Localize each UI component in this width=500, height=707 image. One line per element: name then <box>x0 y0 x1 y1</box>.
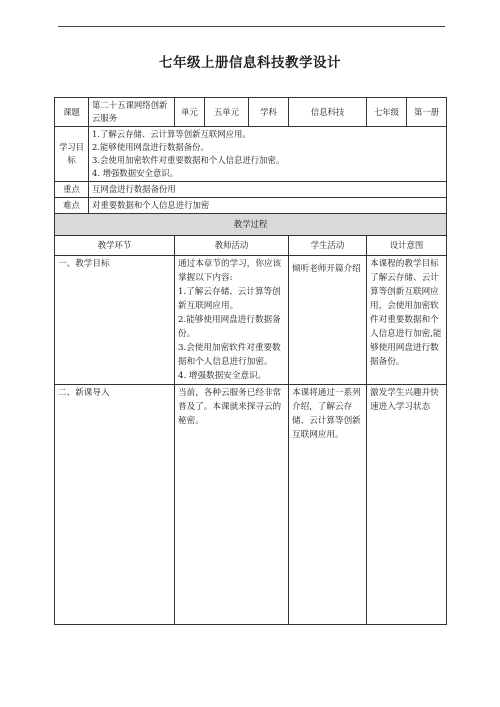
goal-item: 2.能够使用网盘进行数据备份。 <box>92 142 209 152</box>
intent-cell: 本课程的教学目标了解云存储、云计算等创新互联网应用，会使用加密软件对重要数据和个人信息进行加密,能够使用网盘进行数据备份。 <box>367 256 447 385</box>
goals-row <box>55 127 447 182</box>
key-point-label: 重点 <box>55 182 89 198</box>
process-row <box>55 256 447 385</box>
goal-item: 3.会使用加密软件对重要数据和个人信息进行加密。 <box>92 155 285 165</box>
teacher-activity-cell <box>175 385 289 625</box>
key-point-row <box>55 182 447 198</box>
teacher-line: 3.会使用加密软件对重要数据和个人信息进行加密。 <box>178 343 281 367</box>
student-activity-cell: 本课将通过一系列介绍，了解云存储、云计算等创新互联网应用。 <box>289 385 367 625</box>
key-point-value: 互网盘进行数据备份用 <box>89 182 447 198</box>
goals-list <box>89 127 447 182</box>
goal-item: 1.了解云存储、云计算等创新互联网应用。 <box>92 129 251 139</box>
intent-cell: 激发学生兴趣并快速进入学习状态 <box>367 385 447 625</box>
process-banner-row <box>55 214 447 236</box>
topic-label: 课题 <box>55 98 89 127</box>
column-teacher: 教师活动 <box>175 236 289 256</box>
top-rule <box>58 26 445 27</box>
stage-cell: 一、教学目标 <box>55 256 175 385</box>
teacher-line: 2.能够使用网盘进行数据备份。 <box>178 315 281 339</box>
column-student: 学生活动 <box>289 236 367 256</box>
teacher-line: 当前，各种云服务已经非常普及了。本课就来探寻云的秘密。 <box>178 388 282 426</box>
process-banner: 教学过程 <box>55 214 447 236</box>
page-title: 七年级上册信息科技教学设计 <box>159 55 341 71</box>
difficult-point-row <box>55 198 447 214</box>
header-row <box>55 98 447 127</box>
student-activity-cell: 倾听老师开篇介绍 <box>289 256 367 385</box>
column-intent: 设计意图 <box>367 236 447 256</box>
goal-item: 4. 增强数据安全意识。 <box>92 168 179 178</box>
teacher-line: 4. 增强数据安全意识。 <box>178 371 267 381</box>
grade-value: 七年级 <box>367 98 407 127</box>
goals-label: 学习目标 <box>55 127 89 182</box>
column-stage: 教学环节 <box>55 236 175 256</box>
unit-value: 五单元 <box>205 98 249 127</box>
process-header-row <box>55 236 447 256</box>
teacher-line: 1.了解云存储、云计算等创新互联网应用。 <box>178 287 281 311</box>
unit-label: 单元 <box>175 98 205 127</box>
volume-value: 第一册 <box>407 98 447 127</box>
subject-value: 信息科技 <box>289 98 367 127</box>
topic-value: 第二十五课网络创新云服务 <box>89 98 175 127</box>
process-row <box>55 385 447 625</box>
teacher-line: 通过本章节的学习，你应该掌握以下内容: <box>178 259 282 283</box>
subject-label: 学科 <box>249 98 289 127</box>
teacher-activity-cell <box>175 256 289 385</box>
lesson-plan-table <box>54 97 447 625</box>
stage-cell: 二、新课导入 <box>55 385 175 625</box>
difficult-point-value: 对重要数据和个人信息进行加密 <box>89 198 447 214</box>
difficult-point-label: 难点 <box>55 198 89 214</box>
